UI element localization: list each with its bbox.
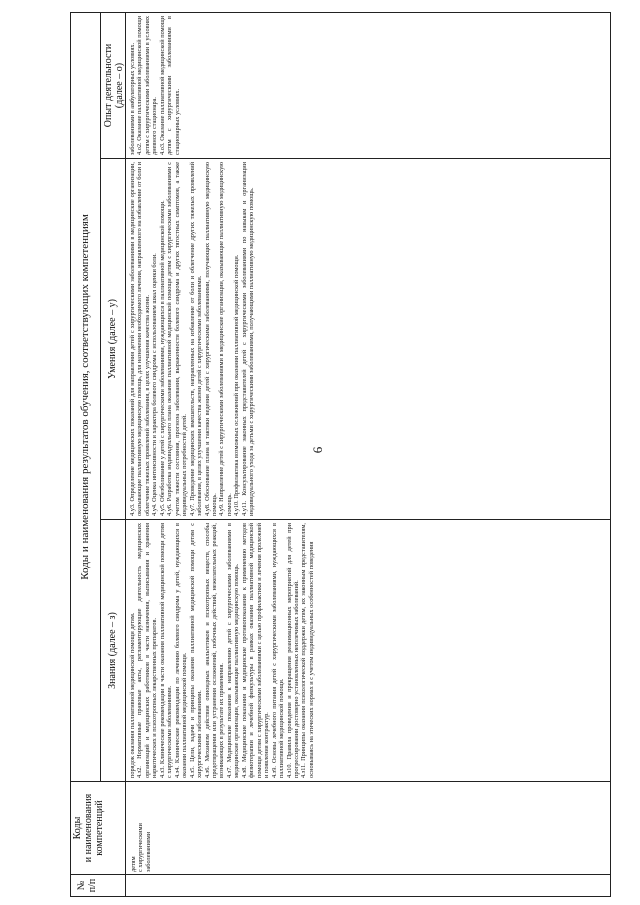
table-rule-col1	[70, 874, 610, 875]
row-number	[130, 876, 608, 896]
table-border-bottom	[610, 12, 611, 897]
table-rule-col3	[100, 519, 610, 520]
table-border-top	[70, 12, 71, 897]
table-border-left	[70, 896, 610, 897]
competence-table	[70, 12, 610, 897]
header-learning-results: Коды и наименования результатов обучения, соответствующих компетенциям	[79, 214, 91, 580]
header-experience: Опыт деятельности (далее – о)	[103, 43, 125, 128]
header-competence-codes: Коды и наименования компетенций	[72, 793, 105, 863]
header-skills: Умения (далее – у)	[107, 299, 118, 379]
header-knowledge: Знания (далее – з)	[107, 612, 118, 689]
competence-name: детям с хирургическими заболеваниями	[130, 823, 152, 872]
table-rule-group-header	[100, 12, 101, 782]
table-rule-col2	[70, 781, 610, 782]
page-number: 6	[310, 446, 325, 454]
experience-list: заболеваниями в амбулаторных условиях. 4.о2. Оказание паллиативной медицинской помощи детям с хирургическими заболеваниями в условиях дневного стационара. 4.о3. Оказание паллиативной медицинской помощи детям с хирургическими заболеваниями в стационарных условиях.	[129, 16, 181, 155]
knowledge-list: порядок оказания паллиативной медицинской помощи детям. 4.з2. Нормативные правовые акты, регламентирующие деятельность медицинских организаций и медицинских работников в части назначения, выписывания и хранения наркотических и психотропных лекарственных препаратов. 4.з3. Клинические рекомендации в части оказания паллиативной медицинской помощи детям с хирургическими заболеваниями. 4.з4. Клинические рекомендации по лечению болевого синдрома у детей, нуждающихся в оказании паллиативной медицинской помощи. 4.з5. Цели, задачи и принципы оказания паллиативной медицинской помощи детям с хирургическими заболеваниями. 4.з6. Механизм действия опиоидных анальгетиков и психотропных веществ, способы предотвращения или устранения осложнений, побочных действий, нежелательных реакций, возникающих в результате их применения. 4.з7. Медицинские показания к направлению детей с хирургическими заболеваниями в медицинские организации, оказывающие паллиативную медицинскую помощь. 4.з8. Медицинские показания и медицинские противопоказания к применению методов физиотерапии и лечебной физкультуры в рамках оказания паллиативной медицинской помощи детям с хирургическими заболеваниями с целью профилактики и лечения пролежней и появления контрактур. 4.з9. Основы лечебного питания детей с хирургическими заболеваниями, нуждающихся в паллиативной медицинской помощи. 4.з10. Правила проведения и прекращения реанимационных мероприятий для детей при прогрессировании достоверно установленных неизлечимых заболеваний. 4.з11. Принципы оказания психологической поддержки детям, их законным представителям, основываясь на этических нормах и с учетом индивидуальных особенностей поведения	[129, 523, 315, 778]
table-rule-header-bottom	[125, 12, 126, 897]
table-rule-col4	[100, 158, 610, 159]
header-num: № п/п	[76, 878, 98, 893]
table-border-right	[70, 12, 610, 13]
skills-list: 4.у3. Определение медицинских показаний для направления детей с хирургическими заболеваниями в медицинские организации, оказывающие паллиативную медицинскую помощь, для назначения необходимого лечения, направленного на избавление от боли и облегчение тяжелых проявлений заболевания, в целях улучшения качества жизни. 4.у4. Оценка интенсивности и характера болевого синдрома с использованием шкал оценки боли. 4.у5. Обезболивание у детей с хирургическими заболеваниями, нуждающихся в паллиативной медицинской помощи. 4.у6. Разработка индивидуального плана оказания паллиативной медицинской помощи детям с хирургическими заболеваниями с учетом тяжести состояния, прогноза заболевания, выраженности болевого синдрома и других тягостных симптомов, а также индивидуальных потребностей детей. 4.у7. Проведение медицинских вмешательств, направленных на избавление от боли и облегчение других тяжелых проявлений заболевания, в целях улучшения качества жизни детей с хирургическими заболеваниями. 4.у8. Обоснование плана и тактики ведения детей с хирургическими заболеваниями, получающих паллиативную медицинскую помощь. 4.у9. Направление детей с хирургическими заболеваниями в медицинские организации, оказывающие паллиативную медицинскую помощь. 4.у10. Профилактика возможных осложнений при оказании паллиативной медицинской помощи. 4.у11. Консультирование законных представителей детей с хирургическими заболеваниями по навыкам и организации индивидуального ухода за детьми с хирургическими заболеваниями, получающими паллиативную медицинскую помощь.	[129, 162, 256, 516]
